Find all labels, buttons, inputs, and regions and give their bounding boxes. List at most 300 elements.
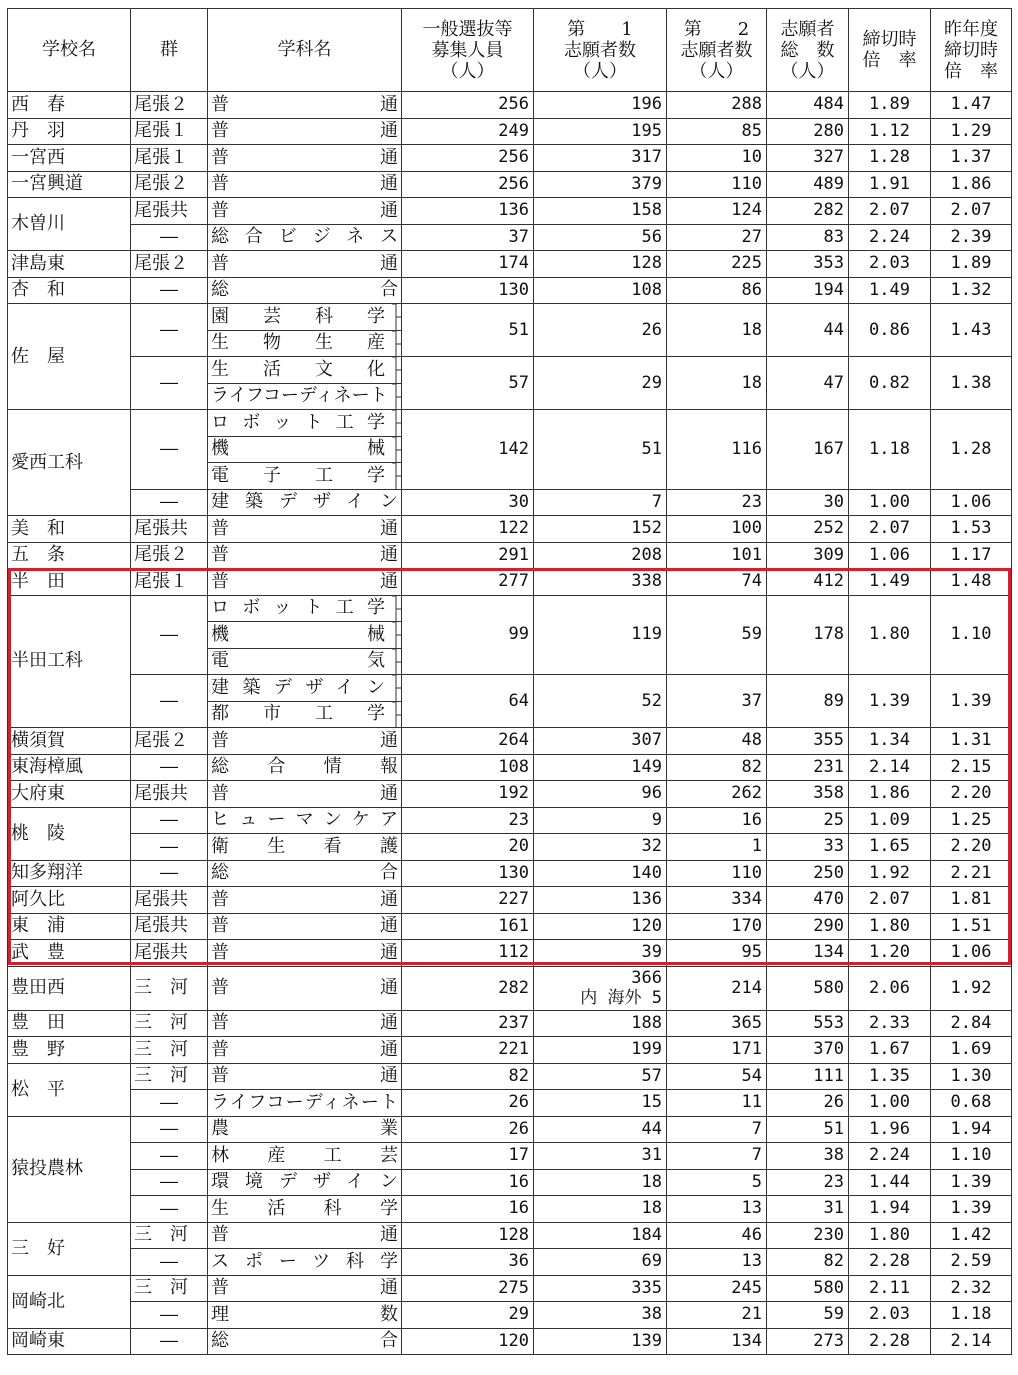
- last-rate-value: 2.07: [931, 198, 1012, 225]
- quota-value: 277: [402, 569, 534, 596]
- second-applicants-value: 16: [667, 807, 767, 834]
- group-cell: ―: [131, 304, 208, 357]
- rate-value: 2.06: [849, 966, 931, 1010]
- rate-value: 2.11: [849, 1275, 931, 1302]
- school-name: 豊 野: [8, 1037, 131, 1064]
- second-applicants-value: 18: [667, 304, 767, 357]
- group-cell: ―: [131, 834, 208, 861]
- last-rate-value: 2.21: [931, 860, 1012, 887]
- dept-name: [208, 542, 402, 569]
- rate-value: 1.89: [849, 92, 931, 119]
- bracket-mark: [390, 410, 402, 436]
- dept-label: 建築デザイン: [211, 676, 385, 698]
- first-applicants-value: 140: [534, 860, 667, 887]
- group-cell: ―: [131, 277, 208, 304]
- dept-name: [208, 595, 402, 622]
- first-applicants-value: 57: [534, 1063, 667, 1090]
- first-applicants-value: 196: [534, 92, 667, 119]
- quota-value: 130: [402, 277, 534, 304]
- group-cell: ―: [131, 1328, 208, 1355]
- last-rate-value: 1.69: [931, 1037, 1012, 1064]
- group-cell: ―: [131, 675, 208, 728]
- dept-label: 電気: [211, 650, 385, 672]
- first-applicants-main: 366: [631, 968, 662, 988]
- group-cell: ―: [131, 754, 208, 781]
- group-cell: ―: [131, 860, 208, 887]
- first-applicants-value: 18: [534, 1196, 667, 1223]
- dept-name: [208, 1063, 402, 1090]
- school-name: 西 春: [8, 92, 131, 119]
- total-applicants-value: 489: [767, 171, 849, 198]
- dept-name: [208, 860, 402, 887]
- quota-value: 264: [402, 728, 534, 755]
- first-applicants-value: 52: [534, 675, 667, 728]
- group-cell: 尾張２: [131, 251, 208, 278]
- second-applicants-value: 74: [667, 569, 767, 596]
- table-row: [8, 1328, 1012, 1355]
- group-cell: 尾張共: [131, 781, 208, 808]
- quota-value: 29: [402, 1302, 534, 1329]
- school-name: 三 好: [8, 1222, 131, 1275]
- dept-label: ロボット工学: [211, 411, 385, 433]
- quota-value: 275: [402, 1275, 534, 1302]
- header-second-applicants: 第 2 志願者数 （人）: [667, 9, 767, 92]
- first-applicants-value: 32: [534, 834, 667, 861]
- rate-value: 1.00: [849, 1090, 931, 1117]
- table-row: [8, 198, 1012, 225]
- first-applicants-value: 15: [534, 1090, 667, 1117]
- group-cell: ―: [131, 489, 208, 516]
- table-row: [8, 251, 1012, 278]
- school-name: 岡崎東: [8, 1328, 131, 1355]
- quota-value: 256: [402, 171, 534, 198]
- group-cell: ―: [131, 1249, 208, 1276]
- rate-value: 2.07: [849, 198, 931, 225]
- total-applicants-value: 31: [767, 1196, 849, 1223]
- dept-label: 普通: [211, 93, 398, 115]
- total-applicants-value: 30: [767, 489, 849, 516]
- dept-name: [208, 251, 402, 278]
- school-name: 桃 陵: [8, 807, 131, 860]
- first-applicants-value: 184: [534, 1222, 667, 1249]
- table-row: [8, 489, 1012, 516]
- last-rate-value: 2.59: [931, 1249, 1012, 1276]
- last-rate-value: 1.53: [931, 516, 1012, 543]
- dept-label: 普通: [211, 888, 398, 910]
- last-rate-value: 1.48: [931, 569, 1012, 596]
- second-applicants-value: 110: [667, 860, 767, 887]
- second-applicants-value: 54: [667, 1063, 767, 1090]
- group-cell: 尾張１: [131, 145, 208, 172]
- group-cell: ―: [131, 224, 208, 251]
- dept-label: 普通: [211, 252, 398, 274]
- table-row: [8, 118, 1012, 145]
- total-applicants-value: 370: [767, 1037, 849, 1064]
- dept-label: 都市工学: [211, 703, 385, 725]
- bracket-mark: [390, 384, 402, 410]
- dept-label: 普通: [211, 977, 398, 998]
- group-cell: 尾張共: [131, 940, 208, 967]
- quota-value: 36: [402, 1249, 534, 1276]
- total-applicants-value: 44: [767, 304, 849, 357]
- group-cell: ―: [131, 807, 208, 834]
- total-applicants-value: 580: [767, 1275, 849, 1302]
- total-applicants-value: 23: [767, 1169, 849, 1196]
- first-applicants-value: 307: [534, 728, 667, 755]
- school-name: 猿投農林: [8, 1116, 131, 1222]
- second-applicants-value: 10: [667, 145, 767, 172]
- first-applicants-value: 44: [534, 1116, 667, 1143]
- school-name: 杏 和: [8, 277, 131, 304]
- table-row: [8, 595, 1012, 622]
- header-rate: 締切時 倍 率: [849, 9, 931, 92]
- total-applicants-value: 38: [767, 1143, 849, 1170]
- total-applicants-value: 412: [767, 569, 849, 596]
- total-applicants-value: 47: [767, 357, 849, 410]
- second-applicants-value: 13: [667, 1196, 767, 1223]
- school-name: 津島東: [8, 251, 131, 278]
- table-row: [8, 1169, 1012, 1196]
- quota-value: 51: [402, 304, 534, 357]
- bracket-mark: [390, 463, 402, 489]
- group-cell: 尾張１: [131, 569, 208, 596]
- second-applicants-value: 214: [667, 966, 767, 1010]
- rate-value: 1.80: [849, 913, 931, 940]
- quota-value: 256: [402, 92, 534, 119]
- header-group: 群: [131, 9, 208, 92]
- total-applicants-value: 327: [767, 145, 849, 172]
- table-row: [8, 92, 1012, 119]
- last-rate-value: 1.42: [931, 1222, 1012, 1249]
- dept-label: 普通: [211, 1038, 398, 1060]
- second-applicants-value: 95: [667, 940, 767, 967]
- table-row: [8, 145, 1012, 172]
- quota-value: 291: [402, 542, 534, 569]
- school-name: 佐 屋: [8, 304, 131, 410]
- last-rate-value: 1.30: [931, 1063, 1012, 1090]
- rate-value: 2.24: [849, 1143, 931, 1170]
- dept-label: 園芸科学: [211, 305, 385, 327]
- last-rate-value: 2.14: [931, 1328, 1012, 1355]
- table-row: [8, 569, 1012, 596]
- table-row: [8, 1116, 1012, 1143]
- rate-value: 2.14: [849, 754, 931, 781]
- first-applicants-value: 136: [534, 887, 667, 914]
- first-applicants-value: 128: [534, 251, 667, 278]
- dept-label: 生物生産: [211, 332, 385, 354]
- group-cell: 尾張２: [131, 92, 208, 119]
- last-rate-value: 1.31: [931, 728, 1012, 755]
- dept-name: [208, 224, 402, 251]
- school-name: 愛西工科: [8, 410, 131, 516]
- table-row: [8, 966, 1012, 1010]
- rate-value: 2.24: [849, 224, 931, 251]
- dept-name: [208, 516, 402, 543]
- last-rate-value: 1.29: [931, 118, 1012, 145]
- dept-label: 普通: [211, 199, 398, 221]
- dept-name: [208, 1116, 402, 1143]
- dept-label: 環境デザイン: [211, 1171, 398, 1193]
- second-applicants-value: 124: [667, 198, 767, 225]
- total-applicants-value: 290: [767, 913, 849, 940]
- dept-name: [208, 781, 402, 808]
- bracket-mark: [390, 675, 402, 701]
- rate-value: 1.96: [849, 1116, 931, 1143]
- second-applicants-value: 85: [667, 118, 767, 145]
- school-name: 一宮西: [8, 145, 131, 172]
- dept-name: [208, 1302, 402, 1329]
- last-rate-value: 2.20: [931, 834, 1012, 861]
- rate-value: 1.80: [849, 595, 931, 675]
- table-row: [8, 754, 1012, 781]
- school-name: 一宮興道: [8, 171, 131, 198]
- dept-name: [208, 277, 402, 304]
- bracket-mark: [390, 331, 402, 357]
- first-applicants-value: 96: [534, 781, 667, 808]
- school-name: 東海樟風: [8, 754, 131, 781]
- dept-name: [208, 622, 402, 649]
- dept-label: 普通: [211, 941, 398, 963]
- first-applicants-value: 26: [534, 304, 667, 357]
- quota-value: 161: [402, 913, 534, 940]
- dept-name: [208, 198, 402, 225]
- second-applicants-value: 27: [667, 224, 767, 251]
- first-applicants-value: 379: [534, 171, 667, 198]
- rate-value: 1.06: [849, 542, 931, 569]
- dept-name: [208, 807, 402, 834]
- dept-label: 農業: [211, 1118, 398, 1140]
- group-cell: ―: [131, 357, 208, 410]
- table-row: [8, 675, 1012, 702]
- last-rate-value: 2.15: [931, 754, 1012, 781]
- school-name: 木曽川: [8, 198, 131, 251]
- last-rate-value: 1.81: [931, 887, 1012, 914]
- first-applicants-value: 195: [534, 118, 667, 145]
- total-applicants-value: 553: [767, 1010, 849, 1037]
- dept-name: [208, 1249, 402, 1276]
- table-row: [8, 1196, 1012, 1223]
- total-applicants-value: 26: [767, 1090, 849, 1117]
- quota-value: 221: [402, 1037, 534, 1064]
- second-applicants-value: 134: [667, 1328, 767, 1355]
- last-rate-value: 1.39: [931, 675, 1012, 728]
- quota-value: 130: [402, 860, 534, 887]
- first-applicants-overseas-note: 内 海外 5: [580, 988, 662, 1008]
- quota-value: 82: [402, 1063, 534, 1090]
- first-applicants-value: 69: [534, 1249, 667, 1276]
- bracket-mark: [390, 304, 402, 330]
- total-applicants-value: 194: [767, 277, 849, 304]
- quota-value: 256: [402, 145, 534, 172]
- quota-value: 99: [402, 595, 534, 675]
- second-applicants-value: 11: [667, 1090, 767, 1117]
- second-applicants-value: 262: [667, 781, 767, 808]
- quota-value: 227: [402, 887, 534, 914]
- school-name: 知多翔洋: [8, 860, 131, 887]
- quota-value: 16: [402, 1169, 534, 1196]
- dept-label: ロボット工学: [211, 597, 385, 619]
- first-applicants-value: 18: [534, 1169, 667, 1196]
- table-row: [8, 357, 1012, 384]
- rate-value: 2.33: [849, 1010, 931, 1037]
- dept-name: [208, 1143, 402, 1170]
- group-cell: ―: [131, 1196, 208, 1223]
- quota-value: 26: [402, 1090, 534, 1117]
- first-applicants-value: 139: [534, 1328, 667, 1355]
- last-rate-value: 1.47: [931, 92, 1012, 119]
- school-name: 半 田: [8, 569, 131, 596]
- rate-value: 1.80: [849, 1222, 931, 1249]
- table-row: [8, 410, 1012, 437]
- rate-value: 0.86: [849, 304, 931, 357]
- header-total-applicants: 志願者 総 数 （人）: [767, 9, 849, 92]
- dept-name: [208, 410, 402, 437]
- rate-value: 2.03: [849, 1302, 931, 1329]
- quota-value: 142: [402, 410, 534, 490]
- first-applicants-value: 149: [534, 754, 667, 781]
- quota-value: 237: [402, 1010, 534, 1037]
- rate-value: 2.07: [849, 887, 931, 914]
- total-applicants-value: 358: [767, 781, 849, 808]
- quota-value: 249: [402, 118, 534, 145]
- table-row: [8, 728, 1012, 755]
- dept-label: 総合: [211, 1330, 398, 1352]
- quota-value: 136: [402, 198, 534, 225]
- school-name: 阿久比: [8, 887, 131, 914]
- first-applicants-value: 199: [534, 1037, 667, 1064]
- school-name: 豊 田: [8, 1010, 131, 1037]
- rate-value: 2.28: [849, 1328, 931, 1355]
- first-applicants-value: 39: [534, 940, 667, 967]
- total-applicants-value: 167: [767, 410, 849, 490]
- table-row: [8, 781, 1012, 808]
- group-cell: 三 河: [131, 1037, 208, 1064]
- first-applicants-value: 158: [534, 198, 667, 225]
- school-name: 武 豊: [8, 940, 131, 967]
- second-applicants-value: 82: [667, 754, 767, 781]
- total-applicants-value: 250: [767, 860, 849, 887]
- total-applicants-value: 252: [767, 516, 849, 543]
- table-row: [8, 1302, 1012, 1329]
- dept-name: [208, 436, 402, 463]
- table-row: [8, 224, 1012, 251]
- last-rate-value: 1.38: [931, 357, 1012, 410]
- second-applicants-value: 365: [667, 1010, 767, 1037]
- dept-label: 普通: [211, 544, 398, 566]
- first-applicants-value: 119: [534, 595, 667, 675]
- bracket-mark: [390, 596, 402, 622]
- second-applicants-value: 5: [667, 1169, 767, 1196]
- total-applicants-value: 51: [767, 1116, 849, 1143]
- quota-value: 26: [402, 1116, 534, 1143]
- last-rate-value: 1.39: [931, 1169, 1012, 1196]
- group-cell: 尾張共: [131, 516, 208, 543]
- group-cell: 三 河: [131, 966, 208, 1010]
- rate-value: 1.39: [849, 675, 931, 728]
- total-applicants-value: 580: [767, 966, 849, 1010]
- last-rate-value: 1.89: [931, 251, 1012, 278]
- dept-label: 普通: [211, 173, 398, 195]
- table-row: [8, 1222, 1012, 1249]
- rate-value: 1.91: [849, 171, 931, 198]
- group-cell: 尾張共: [131, 913, 208, 940]
- rate-value: 1.49: [849, 569, 931, 596]
- table-row: [8, 171, 1012, 198]
- table-row: [8, 860, 1012, 887]
- dept-name: [208, 1222, 402, 1249]
- quota-value: 128: [402, 1222, 534, 1249]
- group-cell: 三 河: [131, 1222, 208, 1249]
- second-applicants-value: 21: [667, 1302, 767, 1329]
- first-applicants-value: 120: [534, 913, 667, 940]
- last-rate-value: 1.06: [931, 489, 1012, 516]
- second-applicants-value: 7: [667, 1116, 767, 1143]
- dept-label: 普通: [211, 782, 398, 804]
- dept-label: ライフコーディネート: [211, 385, 388, 407]
- dept-label: 林産工芸: [211, 1144, 398, 1166]
- rate-value: 1.44: [849, 1169, 931, 1196]
- last-rate-value: 1.10: [931, 1143, 1012, 1170]
- rate-value: 2.07: [849, 516, 931, 543]
- table-row: [8, 913, 1012, 940]
- table-row: [8, 834, 1012, 861]
- dept-label: 普通: [211, 1065, 398, 1087]
- dept-name: [208, 1037, 402, 1064]
- group-cell: 尾張２: [131, 171, 208, 198]
- first-applicants-value: 9: [534, 807, 667, 834]
- second-applicants-value: 59: [667, 595, 767, 675]
- total-applicants-value: 231: [767, 754, 849, 781]
- dept-name: [208, 357, 402, 384]
- last-rate-value: 2.39: [931, 224, 1012, 251]
- total-applicants-value: 280: [767, 118, 849, 145]
- first-applicants-value: 208: [534, 542, 667, 569]
- last-rate-value: 1.10: [931, 595, 1012, 675]
- bracket-mark: [390, 702, 402, 728]
- second-applicants-value: 116: [667, 410, 767, 490]
- dept-label: 総合情報: [211, 756, 398, 778]
- second-applicants-value: 13: [667, 1249, 767, 1276]
- dept-name: [208, 1328, 402, 1355]
- dept-label: 総合: [211, 862, 398, 884]
- dept-name: [208, 145, 402, 172]
- dept-label: 衛生看護: [211, 835, 398, 857]
- total-applicants-value: 355: [767, 728, 849, 755]
- group-cell: 三 河: [131, 1275, 208, 1302]
- second-applicants-value: 86: [667, 277, 767, 304]
- first-applicants-value: 152: [534, 516, 667, 543]
- second-applicants-value: 110: [667, 171, 767, 198]
- second-applicants-value: 37: [667, 675, 767, 728]
- bracket-mark: [390, 622, 402, 648]
- total-applicants-value: 309: [767, 542, 849, 569]
- school-name: 半田工科: [8, 595, 131, 728]
- header-dept: 学科名: [208, 9, 402, 92]
- dept-label: 普通: [211, 517, 398, 539]
- dept-name: [208, 1169, 402, 1196]
- rate-value: 1.67: [849, 1037, 931, 1064]
- second-applicants-value: 48: [667, 728, 767, 755]
- quota-value: 108: [402, 754, 534, 781]
- dept-name: [208, 834, 402, 861]
- dept-label: 普通: [211, 146, 398, 168]
- dept-label: 普通: [211, 915, 398, 937]
- last-rate-value: 2.32: [931, 1275, 1012, 1302]
- header-quota: 一般選抜等 募集人員 （人）: [402, 9, 534, 92]
- dept-label: 総合: [211, 279, 398, 301]
- bracket-mark: [390, 437, 402, 463]
- second-applicants-value: 334: [667, 887, 767, 914]
